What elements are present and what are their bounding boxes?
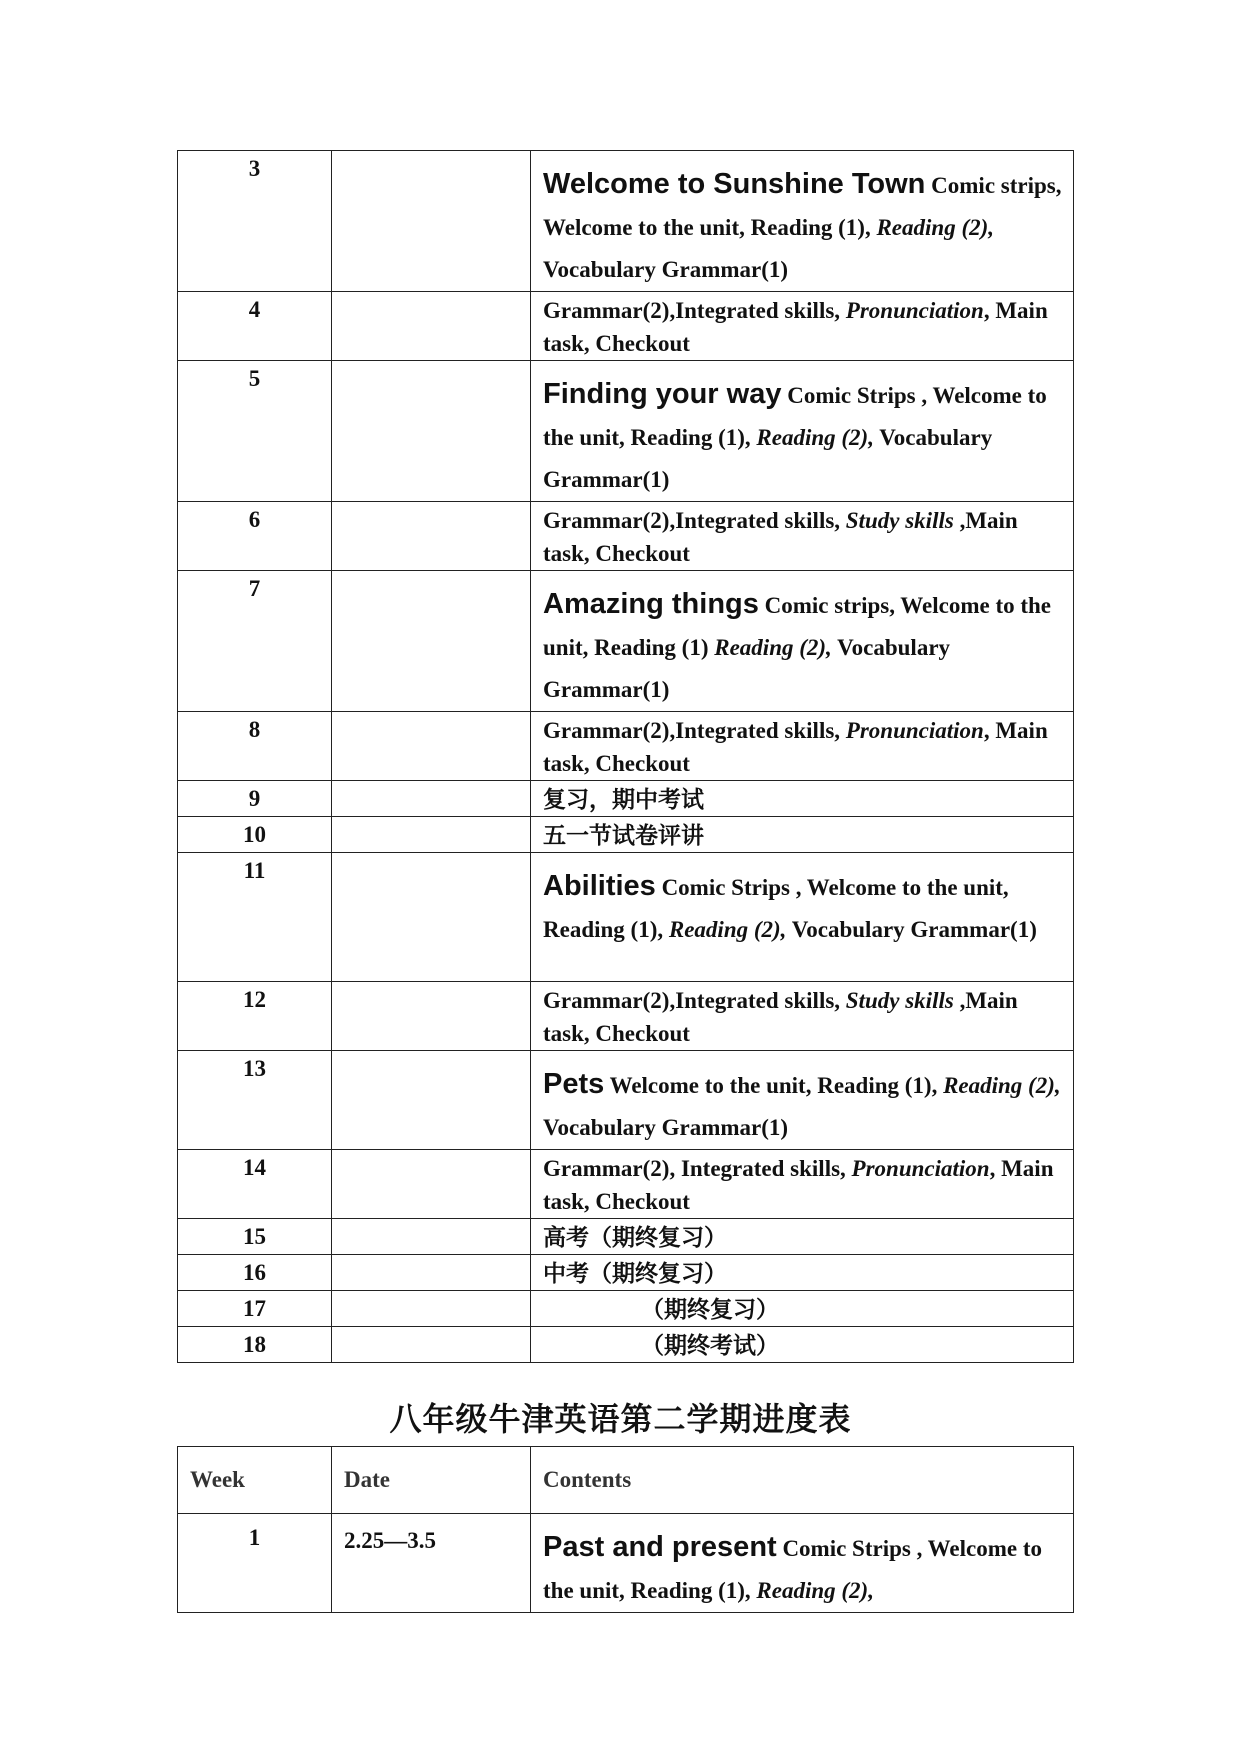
table-row <box>178 982 1074 1051</box>
contents-text: Reading (2), <box>668 917 787 942</box>
section-title: 八年级牛津英语第二学期进度表 <box>389 1400 852 1438</box>
contents-text: 中考（期终复习） <box>543 1261 727 1286</box>
week-cell: 6 <box>178 502 332 571</box>
date-cell <box>332 1255 531 1291</box>
week-cell: 10 <box>178 817 332 853</box>
week-cell: 5 <box>178 361 332 502</box>
week-cell: 4 <box>178 292 332 361</box>
week-cell: 15 <box>178 1219 332 1255</box>
table-row <box>178 781 1074 817</box>
contents-text: Reading (2), <box>756 425 874 450</box>
contents-cell <box>531 502 1074 571</box>
date-cell: 2.25—3.5 <box>332 1514 531 1613</box>
table-row <box>178 1327 1074 1363</box>
contents-cell <box>531 361 1074 502</box>
table-row <box>178 1255 1074 1291</box>
table-row <box>178 853 1074 982</box>
contents-text: Grammar(2),Integrated skills, <box>543 988 846 1013</box>
contents-text: Pronunciation <box>851 1156 990 1181</box>
header-date: Date <box>332 1447 531 1514</box>
date-cell <box>332 982 531 1051</box>
contents-text: Study skills <box>845 508 954 533</box>
contents-cell <box>531 151 1074 292</box>
contents-text: Reading (2), <box>756 1578 874 1603</box>
contents-text: Vocabulary Grammar(1) <box>786 917 1037 942</box>
date-cell <box>332 712 531 781</box>
week-cell: 18 <box>178 1327 332 1363</box>
contents-cell <box>531 1291 1074 1327</box>
contents-text: Grammar(2),Integrated skills, <box>543 718 846 743</box>
contents-text: （期终考试） <box>641 1333 779 1358</box>
table-row <box>178 502 1074 571</box>
contents-cell <box>531 712 1074 781</box>
unit-title: Amazing things <box>543 588 759 620</box>
date-cell <box>332 853 531 982</box>
contents-text: Pronunciation <box>845 298 984 323</box>
unit-title: Pets <box>543 1068 605 1100</box>
contents-text: , Main task, Checkout <box>543 298 1048 356</box>
table-row <box>178 1291 1074 1327</box>
contents-text: Comic strips, Welcome to the unit, Reading (1) <box>543 593 1052 660</box>
date-cell <box>332 1219 531 1255</box>
contents-cell <box>531 571 1074 712</box>
contents-cell <box>531 1150 1074 1219</box>
contents-text: Comic strips, Welcome to the unit, Reading (1), <box>543 173 1062 240</box>
contents-text: , Main task, Checkout <box>543 1156 1054 1214</box>
contents-cell <box>531 817 1074 853</box>
contents-text: ,Main task, Checkout <box>543 988 1018 1046</box>
contents-cell <box>531 1255 1074 1291</box>
unit-title: Past and present <box>543 1531 777 1563</box>
date-cell <box>332 571 531 712</box>
contents-text: 五一节试卷评讲 <box>543 823 704 848</box>
contents-text: Vocabulary Grammar(1) <box>543 425 993 492</box>
contents-cell <box>531 1514 1074 1613</box>
contents-cell <box>531 292 1074 361</box>
week-cell: 1 <box>178 1514 332 1613</box>
schedule-table-2 <box>177 1446 1074 1613</box>
unit-title: Welcome to Sunshine Town <box>543 168 926 200</box>
date-cell <box>332 151 531 292</box>
contents-text: Comic Strips , Welcome to the unit, Reading (1), <box>543 1536 1042 1603</box>
contents-text: , Main task, Checkout <box>543 718 1048 776</box>
contents-cell <box>531 1327 1074 1363</box>
unit-title: Finding your way <box>543 378 782 410</box>
week-cell: 14 <box>178 1150 332 1219</box>
header-week: Week <box>178 1447 332 1514</box>
date-cell <box>332 781 531 817</box>
contents-text: Comic Strips , Welcome to the unit, Reading (1), <box>543 383 1047 450</box>
date-cell <box>332 292 531 361</box>
week-cell: 8 <box>178 712 332 781</box>
week-cell: 3 <box>178 151 332 292</box>
contents-text: 复习，期中考试 <box>543 787 704 812</box>
schedule-table-1 <box>177 150 1074 1363</box>
week-cell: 16 <box>178 1255 332 1291</box>
contents-text: Welcome to the unit, Reading (1), <box>604 1073 944 1098</box>
contents-text: Comic Strips , Welcome to the unit, Reading (1), <box>543 875 1009 942</box>
contents-cell <box>531 853 1074 982</box>
week-cell: 12 <box>178 982 332 1051</box>
date-cell <box>332 817 531 853</box>
contents-text: 高考（期终复习） <box>543 1225 727 1250</box>
week-cell: 9 <box>178 781 332 817</box>
header-contents: Contents <box>531 1447 1074 1514</box>
contents-cell <box>531 1051 1074 1150</box>
contents-text: Vocabulary Grammar(1) <box>543 257 789 282</box>
contents-text: Study skills <box>845 988 954 1013</box>
week-cell: 17 <box>178 1291 332 1327</box>
table-row <box>178 361 1074 502</box>
contents-text: （期终复习） <box>641 1297 779 1322</box>
table-row <box>178 817 1074 853</box>
table-row <box>178 1051 1074 1150</box>
table-row <box>178 151 1074 292</box>
contents-text: Vocabulary Grammar(1) <box>543 635 951 702</box>
date-cell <box>332 1291 531 1327</box>
table-row <box>178 571 1074 712</box>
contents-text: Grammar(2), Integrated skills, <box>543 1156 852 1181</box>
contents-text: Reading (2), <box>714 635 832 660</box>
date-cell <box>332 361 531 502</box>
date-cell <box>332 1051 531 1150</box>
week-cell: 7 <box>178 571 332 712</box>
table-row <box>178 1219 1074 1255</box>
unit-title: Abilities <box>543 870 656 902</box>
contents-cell <box>531 1219 1074 1255</box>
table-row <box>178 712 1074 781</box>
header-row <box>178 1447 1074 1514</box>
table-row <box>178 1150 1074 1219</box>
table-row <box>178 1514 1074 1613</box>
contents-cell <box>531 781 1074 817</box>
contents-text: Grammar(2),Integrated skills, <box>543 508 846 533</box>
date-cell <box>332 502 531 571</box>
week-cell: 11 <box>178 853 332 982</box>
contents-text: Reading (2), <box>943 1073 1061 1098</box>
contents-text: Vocabulary Grammar(1) <box>543 1115 789 1140</box>
contents-text: Reading (2), <box>876 215 995 240</box>
contents-text: Pronunciation <box>845 718 984 743</box>
date-cell <box>332 1150 531 1219</box>
contents-text: ,Main task, Checkout <box>543 508 1018 566</box>
week-cell: 13 <box>178 1051 332 1150</box>
table-row <box>178 292 1074 361</box>
date-cell <box>332 1327 531 1363</box>
contents-cell <box>531 982 1074 1051</box>
contents-text: Grammar(2),Integrated skills, <box>543 298 846 323</box>
